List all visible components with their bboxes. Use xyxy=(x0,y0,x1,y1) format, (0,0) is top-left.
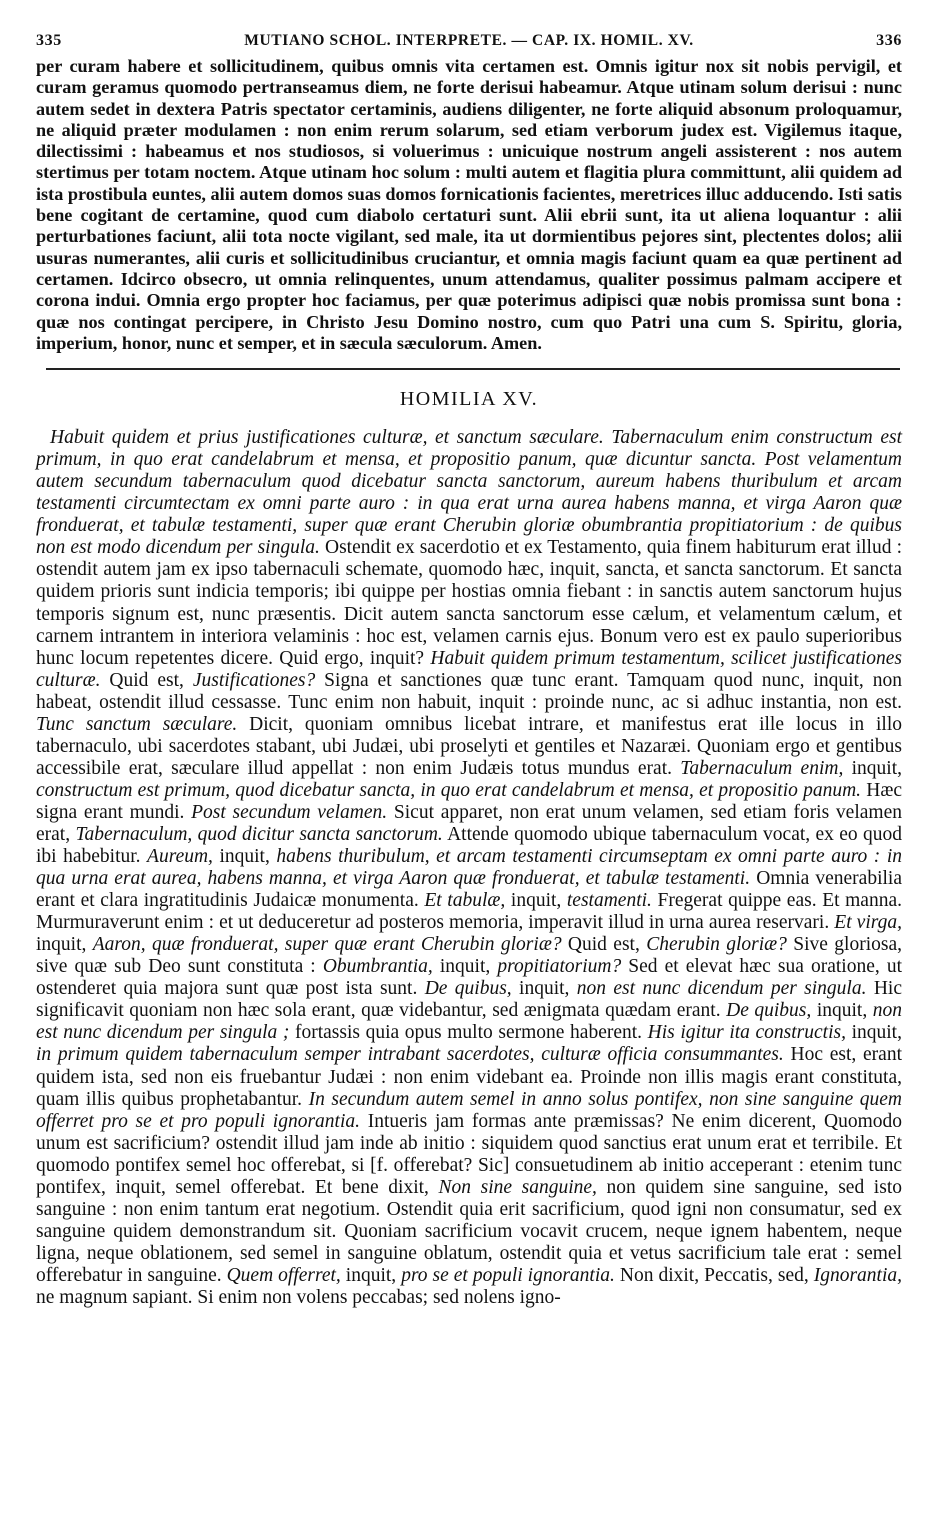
italic-scripture-quote: non est nunc dicendum per singula. xyxy=(576,978,867,1000)
page-number-right: 336 xyxy=(876,32,902,49)
italic-scripture-quote: Tabernaculum enim, xyxy=(680,757,844,779)
homily-title: HOMILIA XV. xyxy=(399,388,539,411)
italic-scripture-quote: constructum est primum, quod dicebatur sancta, in quo erat candelabrum et mensa, et propositio panum. xyxy=(36,779,862,801)
italic-scripture-quote: Tunc sanctum sæculare. xyxy=(36,713,238,735)
italic-scripture-quote: In secundum autem semel in anno solus pontifex, non sine sanguine quem offerret pro se et pro populi ignorantia. xyxy=(36,1088,902,1132)
commentary-text: inquit, xyxy=(212,846,277,868)
italic-scripture-quote: pro se et populi ignorantia. xyxy=(401,1264,615,1286)
italic-scripture-quote: Habuit quidem primum testamentum, scilicet justificationes culturæ. xyxy=(36,647,902,691)
commentary-text: Dicit, quoniam omnibus licebat intrare, et manifestus erat ille locus in illo tabernaculo, ubi sacerdotes stabant, ubi Judæi, ubi proselyti et gentiles et Nazaræi. Quoniam ergo et gentibus accessibile erat, sæculare illud appellat : non enim Judæis totus mundus erat. xyxy=(36,713,902,779)
commentary-text: fortassis quia opus multo sermone haberent. xyxy=(289,1022,648,1044)
commentary-text: Attende quomodo ubique tabernaculum vocat, ex eo quod ibi habebitur. xyxy=(36,824,902,868)
italic-scripture-quote: Et virga, xyxy=(834,912,902,934)
commentary-text: inquit, xyxy=(36,934,93,956)
italic-scripture-quote: testamenti. xyxy=(566,890,652,912)
italic-scripture-quote: Justificationes? xyxy=(192,669,316,691)
commentary-text: inquit, xyxy=(845,1022,902,1044)
commentary-text: Quid est, xyxy=(561,934,647,956)
italic-scripture-quote: Et tabulæ, xyxy=(424,890,506,912)
italic-scripture-quote: propitiatorium? xyxy=(497,956,622,978)
commentary-text: Non dixit, Peccatis, sed, xyxy=(614,1264,814,1286)
italic-scripture-quote: Aureum, xyxy=(147,846,213,868)
commentary-text: Omnia venerabilia erant et clara ingratitudinis Judaicæ monumenta. xyxy=(36,868,902,912)
commentary-text: Signa et sanctiones quæ tunc erant. Tamquam quod nunc, inquit, non habeat, ostendit illud cessasse. Tunc enim non habuit, inquit : proinde nunc, ac si adhuc instantia, non est. xyxy=(36,669,902,713)
commentary-text: ne magnum sapiant. Si enim non volens peccabas; sed nolens igno- xyxy=(36,1286,561,1308)
italic-scripture-quote: in primum quidem tabernaculum semper intrabant sacerdotes, culturæ officia consummantes. xyxy=(36,1044,784,1066)
commentary-text: inquit, xyxy=(505,890,567,912)
section-divider xyxy=(46,368,900,370)
preceding-homily-conclusion: per curam habere et sollicitudinem, quibus omnis vita certamen est. Omnis igitur nox sit nobis pervigil, et curam geramus quomodo pertranseamus diem, ne forte derisui habeamur. Atque utinam solum derisui : nunc autem sedet in dextera Patris spectator certaminis, audiens diligenter, ne forte aliquid absonum proloquamur, ne aliquid præter modulamen : non enim rerum solarum, sed etiam verborum judex est. Vigilemus itaque, dilectissimi : habeamus et nos studiosos, si voluerimus : unicuique nostrum angeli assisterent : nos autem stertimus per totam noctem. Atque utinam hoc solum : multi autem et flagitia plura committunt, alii quidem ad ista prostibula euntes, alii autem domos suas domos fornicationis facientes, meretrices illuc adducendo. Isti satis bene cogitant de certamine, quod cum diabolo certaturi sunt. Alii ebrii sunt, ita ut aliena loquantur : alii perturbationes faciunt, alii tota nocte vigilant, sed male, ita ut dormientibus pejores sint, plectentes dolos; alii usuras numerantes, alii curis et sollicitudinibus cruciantur, et omnia magis faciunt quam ea quæ pertinent ad certamen. Idcirco obsecro, ut omnia relinquentes, unum attendamus, qualiter possimus palmam accipere et corona indui. Omnia ergo propter hoc faciamus, per quæ poterimus adipisci quæ nobis promissa sunt bona : quæ nos contingat percipere, in Christo Jesu Domino nostro, cum quo Patri una cum S. Spiritu, gloria, imperium, honor, nunc et semper, et in sæcula sæculorum. Amen. xyxy=(36,56,902,353)
italic-scripture-quote: Obumbrantia, xyxy=(322,956,433,978)
commentary-text: Fregerat quippe eas. Et manna. Murmuraverunt enim : et ut deduceretur ad posteros memoria, imperavit illud in urna aurea reservari. xyxy=(36,890,902,934)
commentary-text: inquit, xyxy=(340,1264,402,1286)
page-number-left: 335 xyxy=(36,32,62,49)
commentary-text: Intueris jam formas ante præmissas? Ne enim dicerent, Quomodo unum est sacrificium? ostendit illud jam inde ab initio : siquidem quod sanctius erat unum erat et terribile. Et quomodo pontifex semel hoc offerebat, si [f. offerebat? Sic] consuetudinem ab initio acceperant : etenim tunc pontifex, inquit, semel offerebat. Et bene dixit, xyxy=(36,1110,902,1198)
commentary-text: Hic significavit quoniam non hæc sola erant, quæ videbantur, sed ænigmata quædam erant. xyxy=(36,978,902,1022)
italic-scripture-quote: habens thuribulum, et arcam testamenti circumseptam ex omni parte auro : in qua urna erat aurea, habens manna, et virga Aaron quæ fronduerat, et tabulæ testamenti. xyxy=(36,846,902,890)
commentary-text: inquit, xyxy=(843,757,902,779)
running-header xyxy=(36,32,902,56)
commentary-text: inquit, xyxy=(432,956,498,978)
document-page xyxy=(36,32,902,1309)
commentary-text: Hoc est, erant quidem ista, sed non eis fruebantur Judæi : non enim videbant ea. Proinde non illis magis erant constituta, quam illis quibus prophetabantur. xyxy=(36,1044,902,1110)
commentary-text: Sive gloriosa, sive quæ sub Deo sunt constituta : xyxy=(36,934,902,978)
commentary-text: Quid est, xyxy=(100,669,193,691)
commentary-text: non quidem sine sanguine, sed isto sanguine : non enim tantum erat negotium. Ostendit quia erit sacrificium, quod igni non consumatur, sed ex sanguine quidem demonstrandum sit. Quoniam sacrificium vocavit crucem, neque ignem habentem, neque ligna, neque oblationem, sed semel in sanguine oblatum, ostendit quia et vetus sacrificium tale erat : semel offerebatur in sanguine. xyxy=(36,1176,902,1286)
commentary-text: Sicut apparet, non erat unum velamen, sed etiam foris velamen erat, xyxy=(36,801,902,845)
commentary-text: Hæc signa erant mundi. xyxy=(36,779,902,823)
italic-scripture-quote: Ignorantia, xyxy=(813,1264,903,1286)
italic-scripture-quote: De quibus, xyxy=(424,978,512,1000)
commentary-text: inquit, xyxy=(811,1000,873,1022)
italic-scripture-quote: Tabernaculum, quod dicitur sancta sanctorum. xyxy=(75,824,443,845)
commentary-text: Ostendit ex sacerdotio et ex Testamento, quia finem habiturum erat illud : ostendit autem jam ex ipso tabernaculi schemate, quomodo hæc, inquit, sancta, et sancta sanctorum. Et sancta quidem prioris sunt indicia temporis; ibi quippe per hostias omnia fiebant : in sanctis autem sanctorum hujus temporis signum est, nunc præsentis. Dicit autem sancta sanctorum esse cælum, et velamentum cælum, et carnem intrantem in interiora velaminis : hoc est, velamen carnis ejus. Bonum vero est ex paulo superioribus hunc locum repetentes dicere. Quid ergo, inquit? xyxy=(36,537,902,669)
italic-scripture-quote: Cherubin gloriæ? xyxy=(646,934,787,956)
italic-scripture-quote: Quem offerret, xyxy=(226,1264,341,1286)
italic-scripture-quote: Non sine sanguine, xyxy=(438,1176,597,1198)
italic-scripture-quote: Post secundum velamen. xyxy=(191,801,388,823)
italic-scripture-quote: non est nunc dicendum per singula ; xyxy=(36,1000,902,1044)
italic-scripture-quote: Aaron, quæ fronduerat, super quæ erant Cherubin gloriæ? xyxy=(92,934,562,956)
italic-scripture-quote: De quibus, xyxy=(726,1000,812,1022)
italic-scripture-quote: Habuit quidem et prius justificationes culturæ, et sanctum sæculare. Tabernaculum enim constructum est primum, in quo erat candelabrum et mensa, et propositio panum, quæ dicuntur sancta. Post velamentum autem secundum tabernaculum quod dicebatur sancta sanctorum, aureum habens thuribulum et arcam testamenti circumtectam ex omni parte auro : in qua erat urna aurea habens manna, et virga Aaron quæ fronduerat, et tabulæ testamenti, super quæ erant Cherubin gloriæ obumbrantia propitiatorium : de quibus non est modo dicendum per singula. xyxy=(36,427,902,559)
italic-scripture-quote: His igitur ita constructis, xyxy=(647,1022,846,1044)
commentary-text: inquit, xyxy=(511,978,577,1000)
running-title: MUTIANO SCHOL. INTERPRETE. — CAP. IX. HOMIL. XV. xyxy=(244,32,694,49)
homily-body xyxy=(36,427,902,1309)
commentary-text: Sed et elevat hæc sua oratione, ut ostenderet quia majora sunt quæ post ista sunt. xyxy=(36,956,902,1000)
